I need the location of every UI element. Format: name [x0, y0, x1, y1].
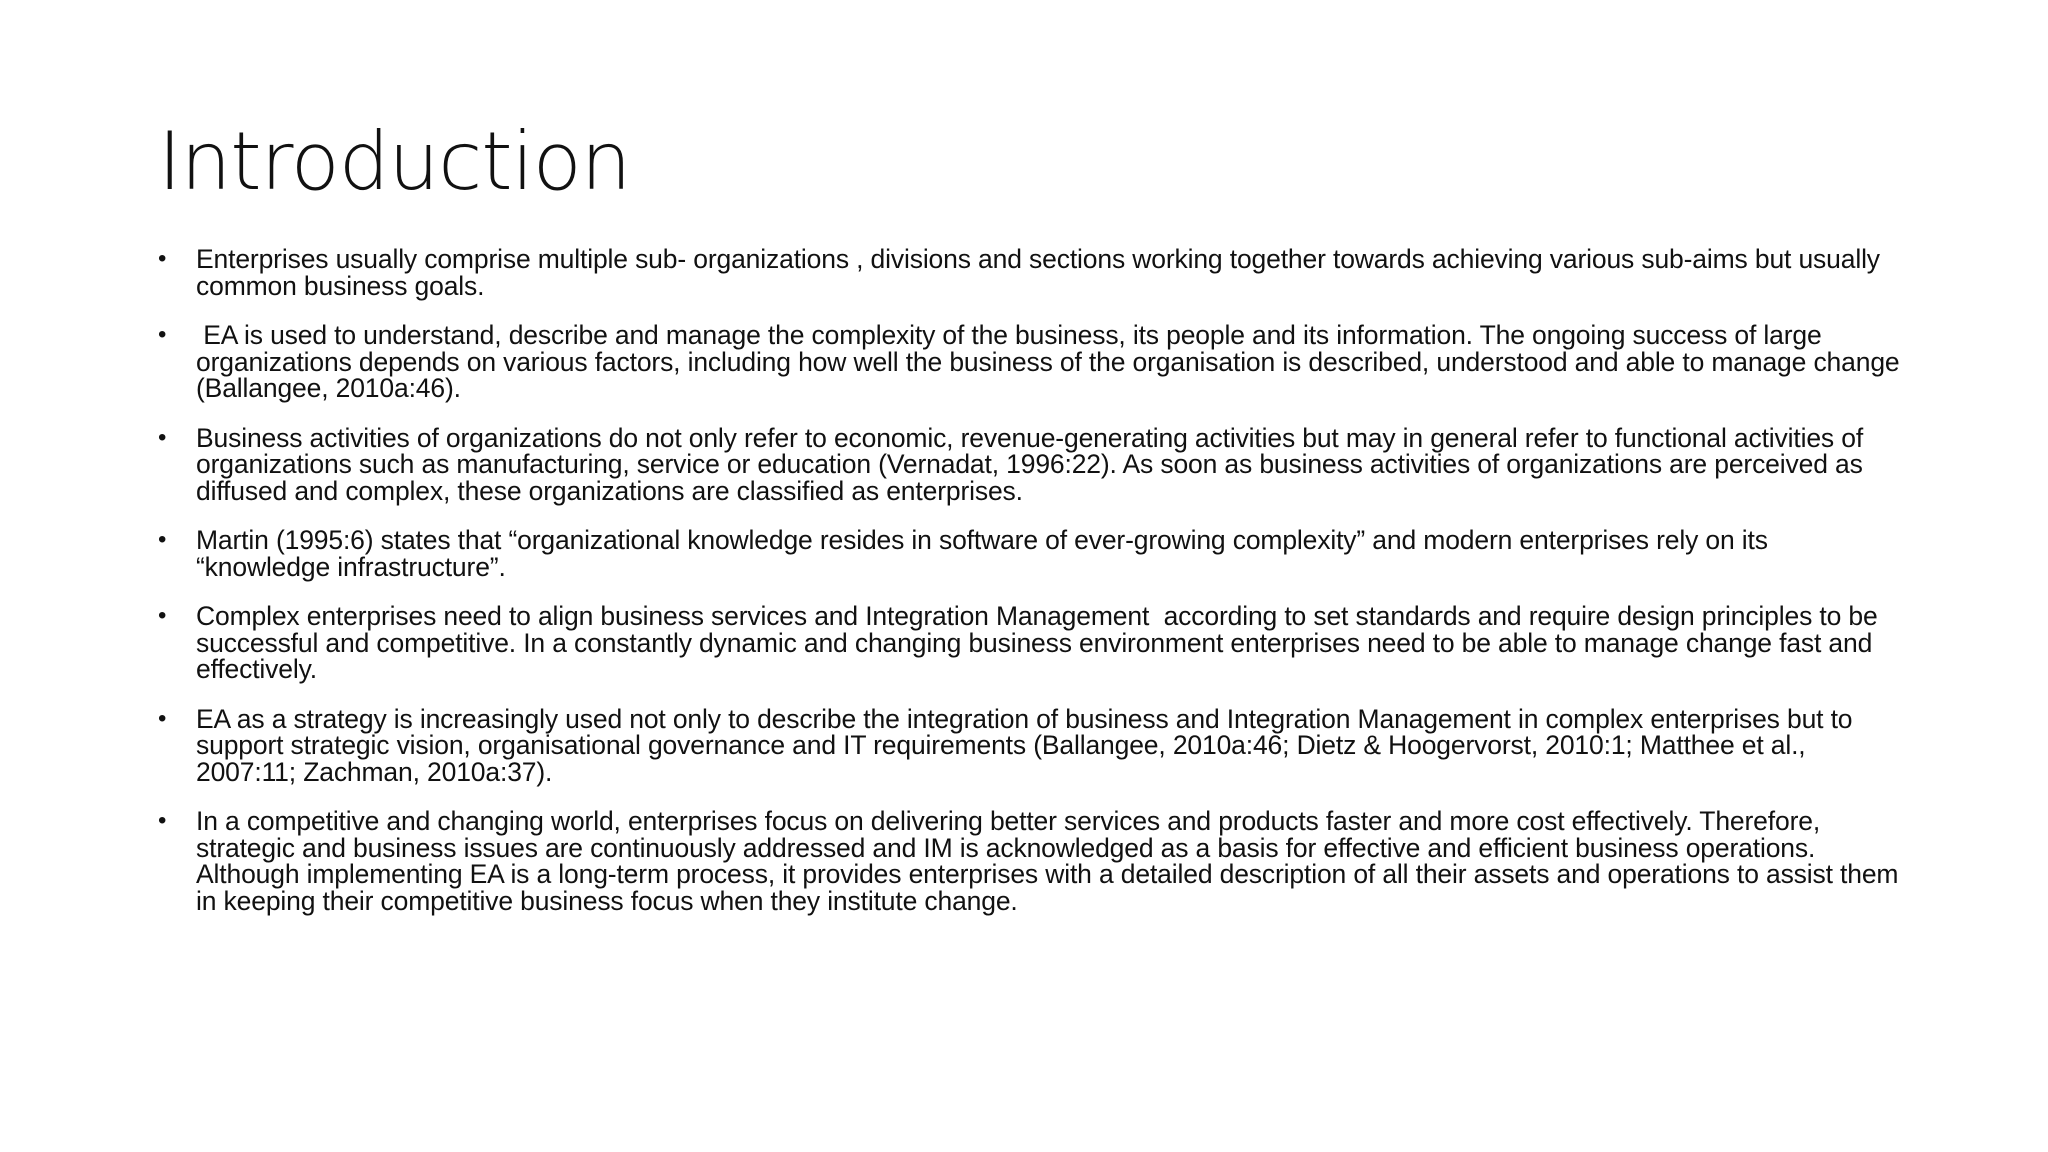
bullet-text: Martin (1995:6) states that “organizational knowledge resides in software of ever-growing complexity” and modern enterprises rely on its “knowledge infrastructure”.: [196, 525, 1768, 582]
bullet-item: [158, 527, 1908, 580]
bullet-dot-icon: •: [158, 526, 167, 553]
bullet-dot-icon: •: [158, 423, 167, 451]
bullet-item: [158, 422, 1908, 506]
bullet-dot-icon: •: [158, 704, 167, 732]
bullet-text: EA is used to understand, describe and manage the complexity of the business, its people and its information. The ongoing success of large organizations depends on various factors, including how well the business of the organisation is described, understood and able to manage change (Ballangee, 2010a:46).: [196, 320, 1907, 403]
bullet-text: Enterprises usually comprise multiple sub- organizations , divisions and sections working together towards achieving various sub-aims but usually common business goals.: [196, 244, 1880, 301]
bullet-item: [158, 603, 1908, 683]
bullet-item: [158, 246, 1908, 299]
bullet-list: [158, 246, 1908, 937]
bullet-item: [158, 322, 1908, 402]
bullet-text: In a competitive and changing world, enterprises focus on delivering better services and products faster and more cost effectively. Therefore, strategic and business issues are continuously addressed and IM is acknowledged as a basis for effective and efficient business operations. Although implementing EA is a long-term process, it provides enterprises with a detailed description of all their assets and operations to assist them in keeping their competitive business focus when they institute change.: [196, 806, 1899, 916]
bullet-dot-icon: •: [158, 321, 167, 348]
slide-title: Introduction: [158, 115, 631, 208]
bullet-dot-icon: •: [158, 807, 167, 834]
bullet-text: Complex enterprises need to align business services and Integration Management according to set standards and require design principles to be successful and competitive. In a constantly dynamic and changing business environment enterprises need to be able to manage change fast and effectively.: [196, 601, 1885, 684]
bullet-item: [158, 808, 1908, 914]
bullet-text: Business activities of organizations do not only refer to economic, revenue-generating activities but may in general refer to functional activities of organizations such as manufacturing, service or education (Vernadat, 1996:22). As soon as business activities of organizations are perceived as diffused and complex, these organizations are classified as enterprises.: [196, 422, 1864, 506]
bullet-text: EA as a strategy is increasingly used not only to describe the integration of business and Integration Management in complex enterprises but to support strategic vision, organisational governance and IT requirements (Ballangee, 2010a:46; Dietz & Hoogervorst, 2010:1; Matthee et al., 2007:11; Zachman, 2010a:37).: [196, 703, 1853, 787]
bullet-item: [158, 703, 1908, 787]
bullet-dot-icon: •: [158, 245, 167, 272]
bullet-dot-icon: •: [158, 602, 167, 629]
